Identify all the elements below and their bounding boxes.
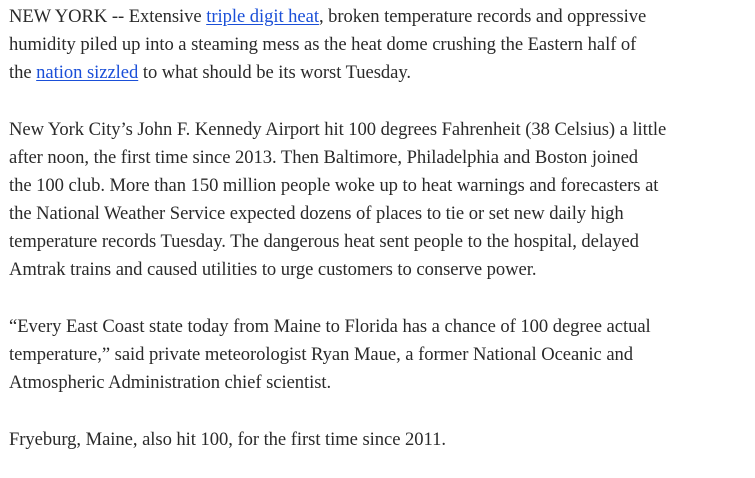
paragraph-3-line: Atmospheric Administration chief scientist. xyxy=(9,372,332,393)
paragraph-1 xyxy=(9,3,755,87)
paragraph-2-line: New York City’s John F. Kennedy Airport hit 100 degrees Fahrenheit (38 Celsius) a little xyxy=(9,119,667,140)
paragraph-1-line-3-start: the xyxy=(9,62,37,83)
paragraph-1-line-1-rest: , broken temperature records and oppressive xyxy=(318,6,647,27)
paragraph-4 xyxy=(9,426,755,454)
paragraph-4-line: Fryeburg, Maine, also hit 100, for the first time since 2011. xyxy=(9,429,446,450)
paragraph-3-line: “Every East Coast state today from Maine to Florida has a chance of 100 degree actual xyxy=(9,316,651,337)
paragraph-1-line-1 xyxy=(9,3,755,31)
paragraph-2-line: the National Weather Service expected dozens of places to tie or set new daily high xyxy=(9,203,624,224)
paragraph-2-line: the 100 club. More than 150 million people woke up to heat warnings and forecasters at xyxy=(9,175,659,196)
paragraph-2-line: after noon, the first time since 2013. Then Baltimore, Philadelphia and Boston joined xyxy=(9,147,639,168)
paragraph-3 xyxy=(9,313,755,397)
link-triple-digit-heat[interactable]: triple digit heat xyxy=(206,6,319,27)
paragraph-1-line-3-rest: to what should be its worst Tuesday. xyxy=(138,62,411,83)
paragraph-1-line-3 xyxy=(9,59,755,87)
paragraph-3-line: temperature,” said private meteorologist Ryan Maue, a former National Oceanic and xyxy=(9,344,634,365)
paragraph-2-line: temperature records Tuesday. The dangerous heat sent people to the hospital, delayed xyxy=(9,231,639,252)
paragraph-2-line: Amtrak trains and caused utilities to urge customers to conserve power. xyxy=(9,259,537,280)
paragraph-2 xyxy=(9,116,755,284)
link-nation-sizzled[interactable]: nation sizzled xyxy=(36,62,139,83)
paragraph-1-line-2: humidity piled up into a steaming mess as the heat dome crushing the Eastern half of xyxy=(9,34,637,55)
dateline-text: NEW YORK -- Extensive xyxy=(9,6,207,27)
